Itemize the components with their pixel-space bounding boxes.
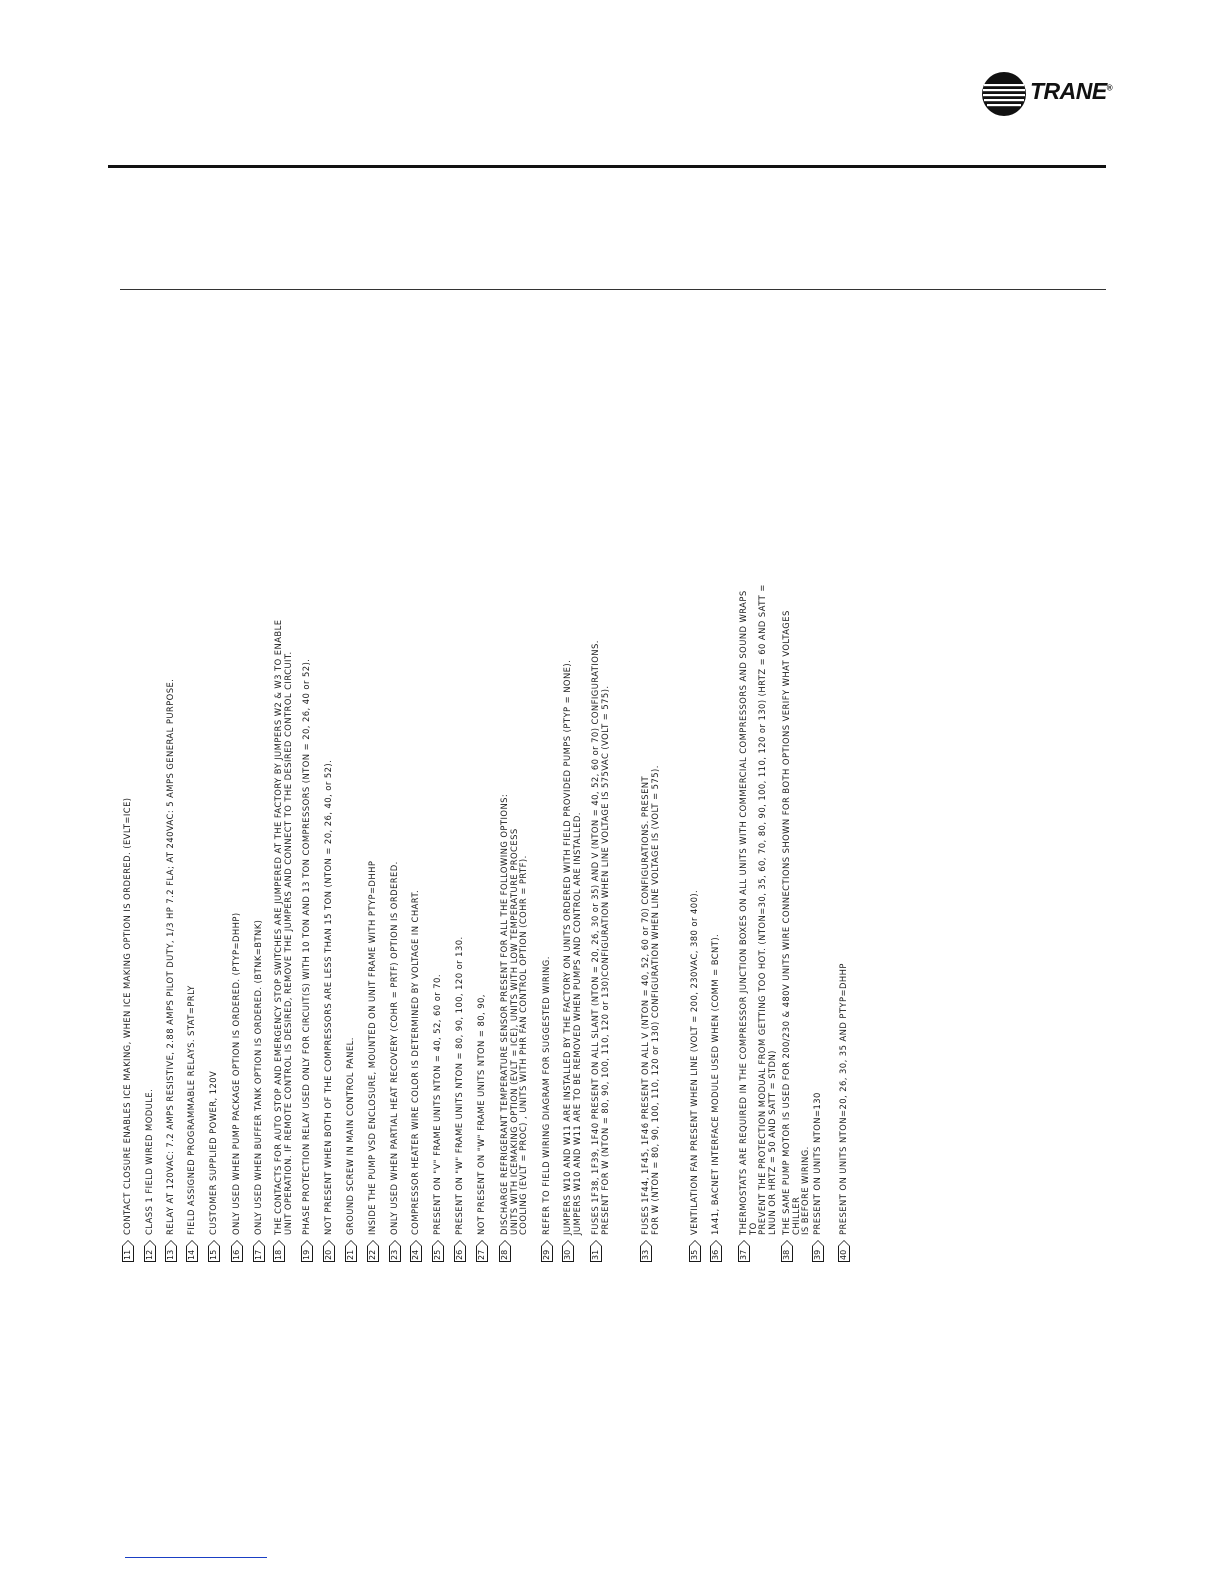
note-text-19: PHASE PROTECTION RELAY USED ONLY FOR CIRCUIT(S) WITH 10 TON AND 13 TON COMPRESSORS (NTON = 20, 26, 40 or 52). — [301, 658, 311, 1235]
note-text-12: CLASS 1 FIELD WIRED MODULE. — [144, 1088, 154, 1235]
note-tag-38: 38 — [781, 1246, 793, 1262]
note-tag-23: 23 — [389, 1246, 401, 1262]
note-29 — [542, 575, 553, 1262]
note-14 — [187, 575, 198, 1262]
note-18 — [274, 575, 293, 1262]
note-text-18: THE CONTACTS FOR AUTO STOP AND EMERGENCY STOP SWITCHES ARE JUMPERED AT THE FACTORY BY JUMPERS W2 & W3 TO ENABLE UNIT OPERATION. IF REMOTE CONTROL IS DESIRED, REMOVE THE JUMPERS AND CONNECT TO THE DESIRED CONTROL CIRCUIT. — [273, 619, 293, 1235]
note-tag-18: 18 — [273, 1246, 285, 1262]
note-text-38: THE SAME PUMP MOTOR IS USED FOR 200/230 & 480V UNITS WIRE CONNECTIONS SHOWN FOR BOTH OPTIONS VERIFY WHAT VOLTAGES CHILLER IS BEFORE WIRING. — [781, 610, 811, 1235]
note-11 — [123, 575, 134, 1262]
note-25 — [433, 575, 444, 1262]
note-tag-27: 27 — [476, 1246, 488, 1262]
trane-logo — [980, 70, 1113, 118]
note-text-26: PRESENT ON "W" FRAME UNITS NTON = 80, 90, 100, 120 or 130. — [454, 936, 464, 1235]
note-36 — [711, 575, 722, 1262]
note-text-40: PRESENT ON UNITS NTON=20, 26, 30, 35 AND PTYP=DHHP — [838, 963, 848, 1235]
note-23 — [390, 575, 401, 1262]
note-38 — [782, 575, 811, 1262]
note-text-14: FIELD ASSIGNED PROGRAMMABLE RELAYS. STAT=PRLY — [186, 985, 196, 1235]
note-tag-13: 13 — [165, 1246, 177, 1262]
note-text-22: INSIDE THE PUMP VSD ENCLOSURE, MOUNTED ON UNIT FRAME WITH PTYP=DHHP — [367, 860, 377, 1235]
note-text-16: ONLY USED WHEN PUMP PACKAGE OPTION IS ORDERED. (PTYP=DHHP) — [231, 912, 241, 1235]
note-tag-28: 28 — [499, 1246, 511, 1262]
note-tag-37: 37 — [738, 1246, 750, 1262]
note-17 — [254, 575, 265, 1262]
wiring-notes — [120, 562, 880, 1262]
note-text-28: DISCHARGE REFRIGERANT TEMPERATURE SENSOR PRESENT FOR ALL THE FOLLOWING OPTIONS: UNITS WITH ICEMAKING OPTION (EVLT = ICE), UNITS WITH LOW TEMPERATURE PROCESS COOLING (EVLT = PROC) , UNITS WITH PHR FAN CONTROL OPTION (COHR = PRTF). — [499, 793, 529, 1235]
note-text-24: COMPRESSOR HEATER WIRE COLOR IS DETERMINED BY VOLTAGE IN CHART. — [410, 889, 420, 1235]
note-text-15: CUSTOMER SUPPLIED POWER, 120V — [208, 1070, 218, 1235]
note-tag-36: 36 — [710, 1246, 722, 1262]
note-text-29: REFER TO FIELD WIRING DIAGRAM FOR SUGGESTED WIRING. — [541, 956, 551, 1235]
footer-link-underline — [125, 1557, 267, 1558]
note-text-33: FUSES 1F44, 1F45, 1F46 PRESENT ON ALL V (NTON = 40, 52, 60 or 70) CONFIGURATIONS. PRESENT FOR W (NTON = 80, 90, 100, 110, 120 or 130) CONFIGURATION WHEN LINE VOLTAGE IS (VOLT = 575). — [640, 765, 660, 1235]
note-text-20: NOT PRESENT WHEN BOTH OF THE COMPRESSORS ARE LESS THAN 15 TON (NTON = 20, 26, 40, or 52). — [323, 759, 333, 1235]
section-rule — [120, 289, 1106, 290]
note-tag-24: 24 — [410, 1246, 422, 1262]
note-24 — [411, 575, 422, 1262]
note-16 — [232, 575, 243, 1262]
note-text-11: CONTACT CLOSURE ENABLES ICE MAKING, WHEN ICE MAKING OPTION IS ORDERED. (EVLT=ICE) — [122, 797, 132, 1235]
brand-registered-mark: ® — [1106, 83, 1113, 93]
note-21 — [346, 575, 357, 1262]
note-tag-19: 19 — [301, 1246, 313, 1262]
note-tag-40: 40 — [838, 1246, 850, 1262]
note-text-36: 1A41, BACNET INTERFACE MODULE USED WHEN (COMM = BCNT). — [710, 933, 720, 1235]
note-22 — [368, 575, 379, 1262]
note-35 — [690, 575, 701, 1262]
note-15 — [209, 575, 220, 1262]
note-39 — [813, 575, 824, 1262]
note-20 — [324, 575, 335, 1262]
note-text-23: ONLY USED WHEN PARTIAL HEAT RECOVERY (COHR = PRTF) OPTION IS ORDERED. — [389, 861, 399, 1235]
header-rule — [108, 165, 1106, 168]
note-19 — [302, 575, 313, 1262]
note-tag-11: 11 — [122, 1246, 134, 1262]
brand-name: TRANE — [1030, 78, 1107, 104]
note-tag-15: 15 — [208, 1246, 220, 1262]
note-tag-35: 35 — [689, 1246, 701, 1262]
note-text-17: ONLY USED WHEN BUFFER TANK OPTION IS ORDERED. (BTNK=BTNK) — [253, 919, 263, 1235]
note-text-21: GROUND SCREW IN MAIN CONTROL PANEL. — [345, 1037, 355, 1235]
note-13 — [166, 575, 177, 1262]
note-tag-26: 26 — [454, 1246, 466, 1262]
note-text-39: PRESENT ON UNITS NTON=130 — [812, 1092, 822, 1235]
note-tag-33: 33 — [640, 1246, 652, 1262]
note-text-13: RELAY AT 120VAC: 7.2 AMPS RESISTIVE, 2.88 AMPS PILOT DUTY, 1/3 HP 7.2 FLA; AT 240VAC: 5 AMPS GENERAL PURPOSE. — [165, 678, 175, 1235]
note-tag-29: 29 — [541, 1246, 553, 1262]
note-tag-17: 17 — [253, 1246, 265, 1262]
note-tag-21: 21 — [345, 1246, 357, 1262]
note-tag-22: 22 — [367, 1246, 379, 1262]
note-tag-20: 20 — [323, 1246, 335, 1262]
note-30 — [563, 575, 582, 1262]
note-tag-39: 39 — [812, 1246, 824, 1262]
trane-logo-mark-icon — [980, 70, 1028, 118]
note-37 — [739, 575, 777, 1262]
note-31 — [591, 575, 610, 1262]
note-text-30: JUMPERS W10 AND W11 ARE INSTALLED BY THE FACTORY ON UNITS ORDERED WITH FIELD PROVIDED PUMPS (PTYP = NONE). JUMPERS W10 AND W11 ARE TO BE REMOVED WHEN PUMPS AND CONTROL ARE INSTALLED. — [562, 659, 582, 1235]
note-12 — [145, 575, 156, 1262]
note-text-35: VENTILATION FAN PRESENT WHEN LINE (VOLT = 200, 230VAC, 380 or 400). — [689, 889, 699, 1235]
note-text-37: THERMOSTATS ARE REQUIRED IN THE COMPRESSOR JUNCTION BOXES ON ALL UNITS WITH COMMERCIAL COMPRESSORS AND SOUND WRAPS TO PREVENT THE PROTECTION MODUAL FROM GETTING TOO HOT. (NTON=30, 35, 60, 70, 80, 90, 100, 110, 120 or 130) (HRTZ = 60 AND SATT = LNUN OR HRTZ = 50 AND SATT = STDN) — [738, 584, 777, 1235]
note-tag-14: 14 — [186, 1246, 198, 1262]
note-text-27: NOT PRESENT ON "W" FRAME UNITS NTON = 80, 90, — [476, 994, 486, 1235]
note-tag-31: 31 — [590, 1246, 602, 1262]
note-tag-16: 16 — [231, 1246, 243, 1262]
note-33 — [641, 575, 660, 1262]
note-text-25: PRESENT ON "V" FRAME UNITS NTON = 40, 52, 60 or 70. — [432, 974, 442, 1235]
trane-wordmark — [1030, 78, 1112, 105]
note-tag-30: 30 — [562, 1246, 574, 1262]
note-28 — [500, 575, 529, 1262]
note-26 — [455, 575, 466, 1262]
note-text-31: FUSES 1F38, 1F39, 1F40 PRESENT ON ALL SLANT (NTON = 20, 26, 30 or 35) AND V (NTON = 40, 52, 60 or 70) CONFIGURATIONS. PRESENT FOR W (NTON = 80, 90, 100, 110, 120 or 130)CONFIGURATION WHEN LINE VOLTAGE IS 575VAC (VOLT = 575). — [590, 640, 610, 1235]
note-tag-12: 12 — [144, 1246, 156, 1262]
note-40 — [839, 575, 850, 1262]
note-tag-25: 25 — [432, 1246, 444, 1262]
note-27 — [477, 575, 488, 1262]
